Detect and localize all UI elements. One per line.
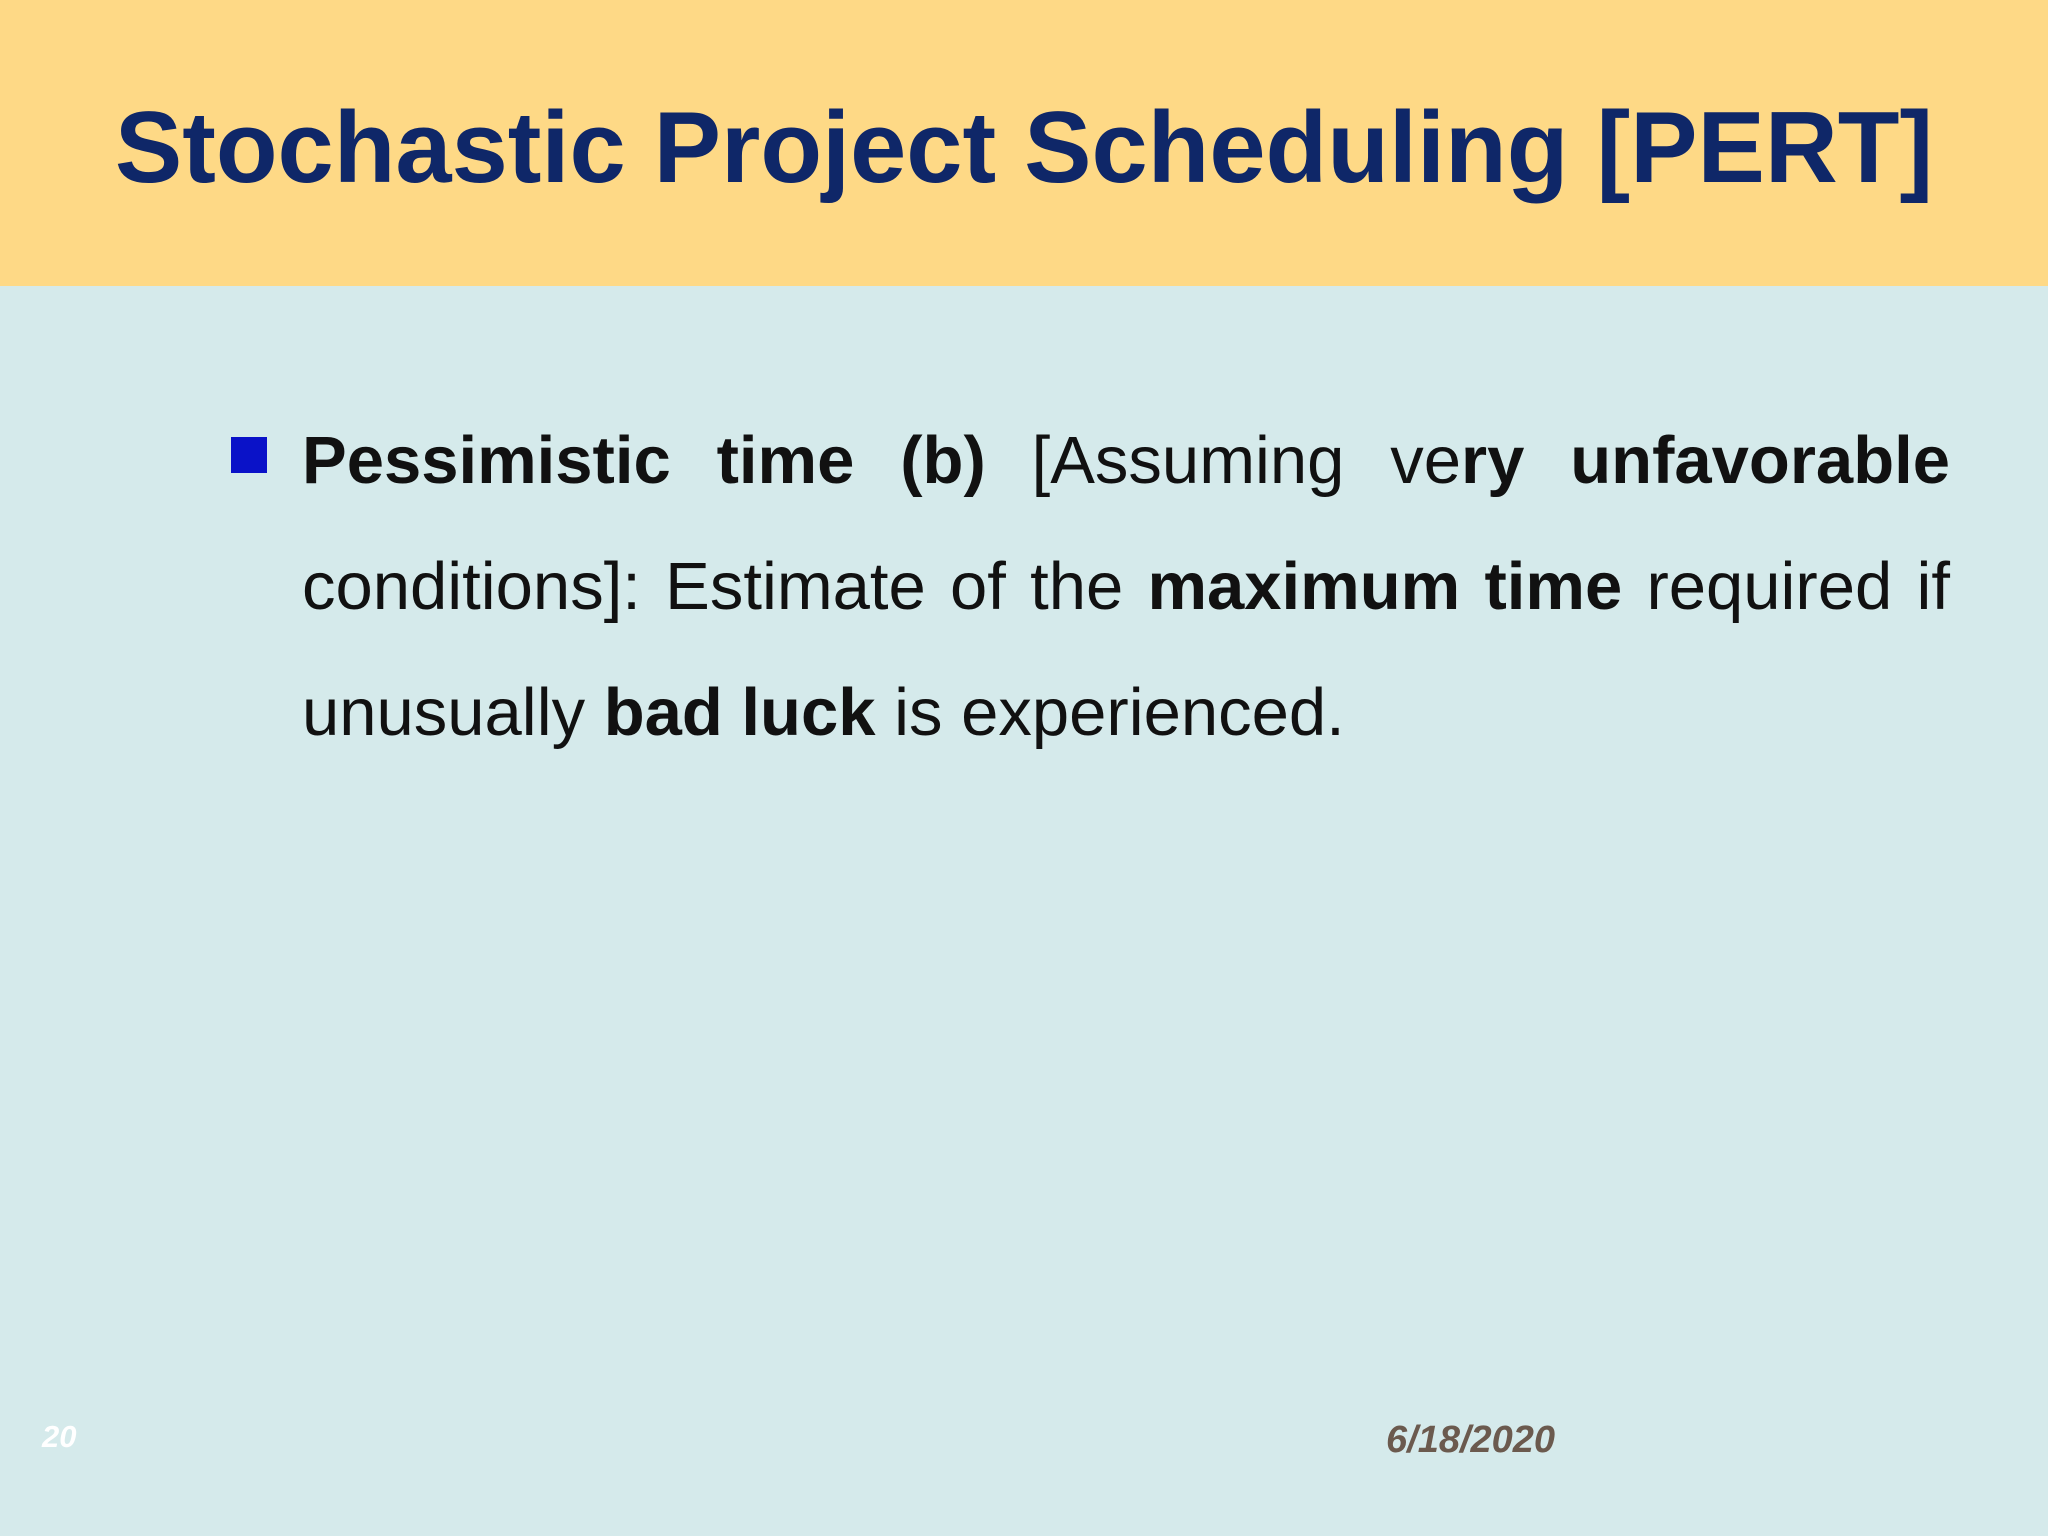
bullet-emphasis: ry unfavorable [1461, 423, 1950, 498]
slide-number: 20 [42, 1419, 77, 1454]
slide-title: Stochastic Project Scheduling [PERT] [114, 92, 1934, 204]
bullet-text [302, 398, 1950, 776]
bullet-emphasis: maximum time [1147, 549, 1623, 624]
bullet-text-segment: [Assuming ve [985, 423, 1462, 498]
title-band [0, 0, 2048, 286]
slide-date: 6/18/2020 [1386, 1419, 1556, 1461]
bullet-term: Pessimistic time (b) [302, 423, 986, 498]
square-bullet-icon [231, 437, 267, 473]
bullet-text-segment: is experienced. [875, 675, 1345, 750]
bullet-text-segment: conditions]: Estimate of the [302, 549, 1148, 624]
bullet-emphasis: bad luck [603, 675, 876, 750]
bullet-text-segment: required if unusually [302, 549, 1950, 750]
